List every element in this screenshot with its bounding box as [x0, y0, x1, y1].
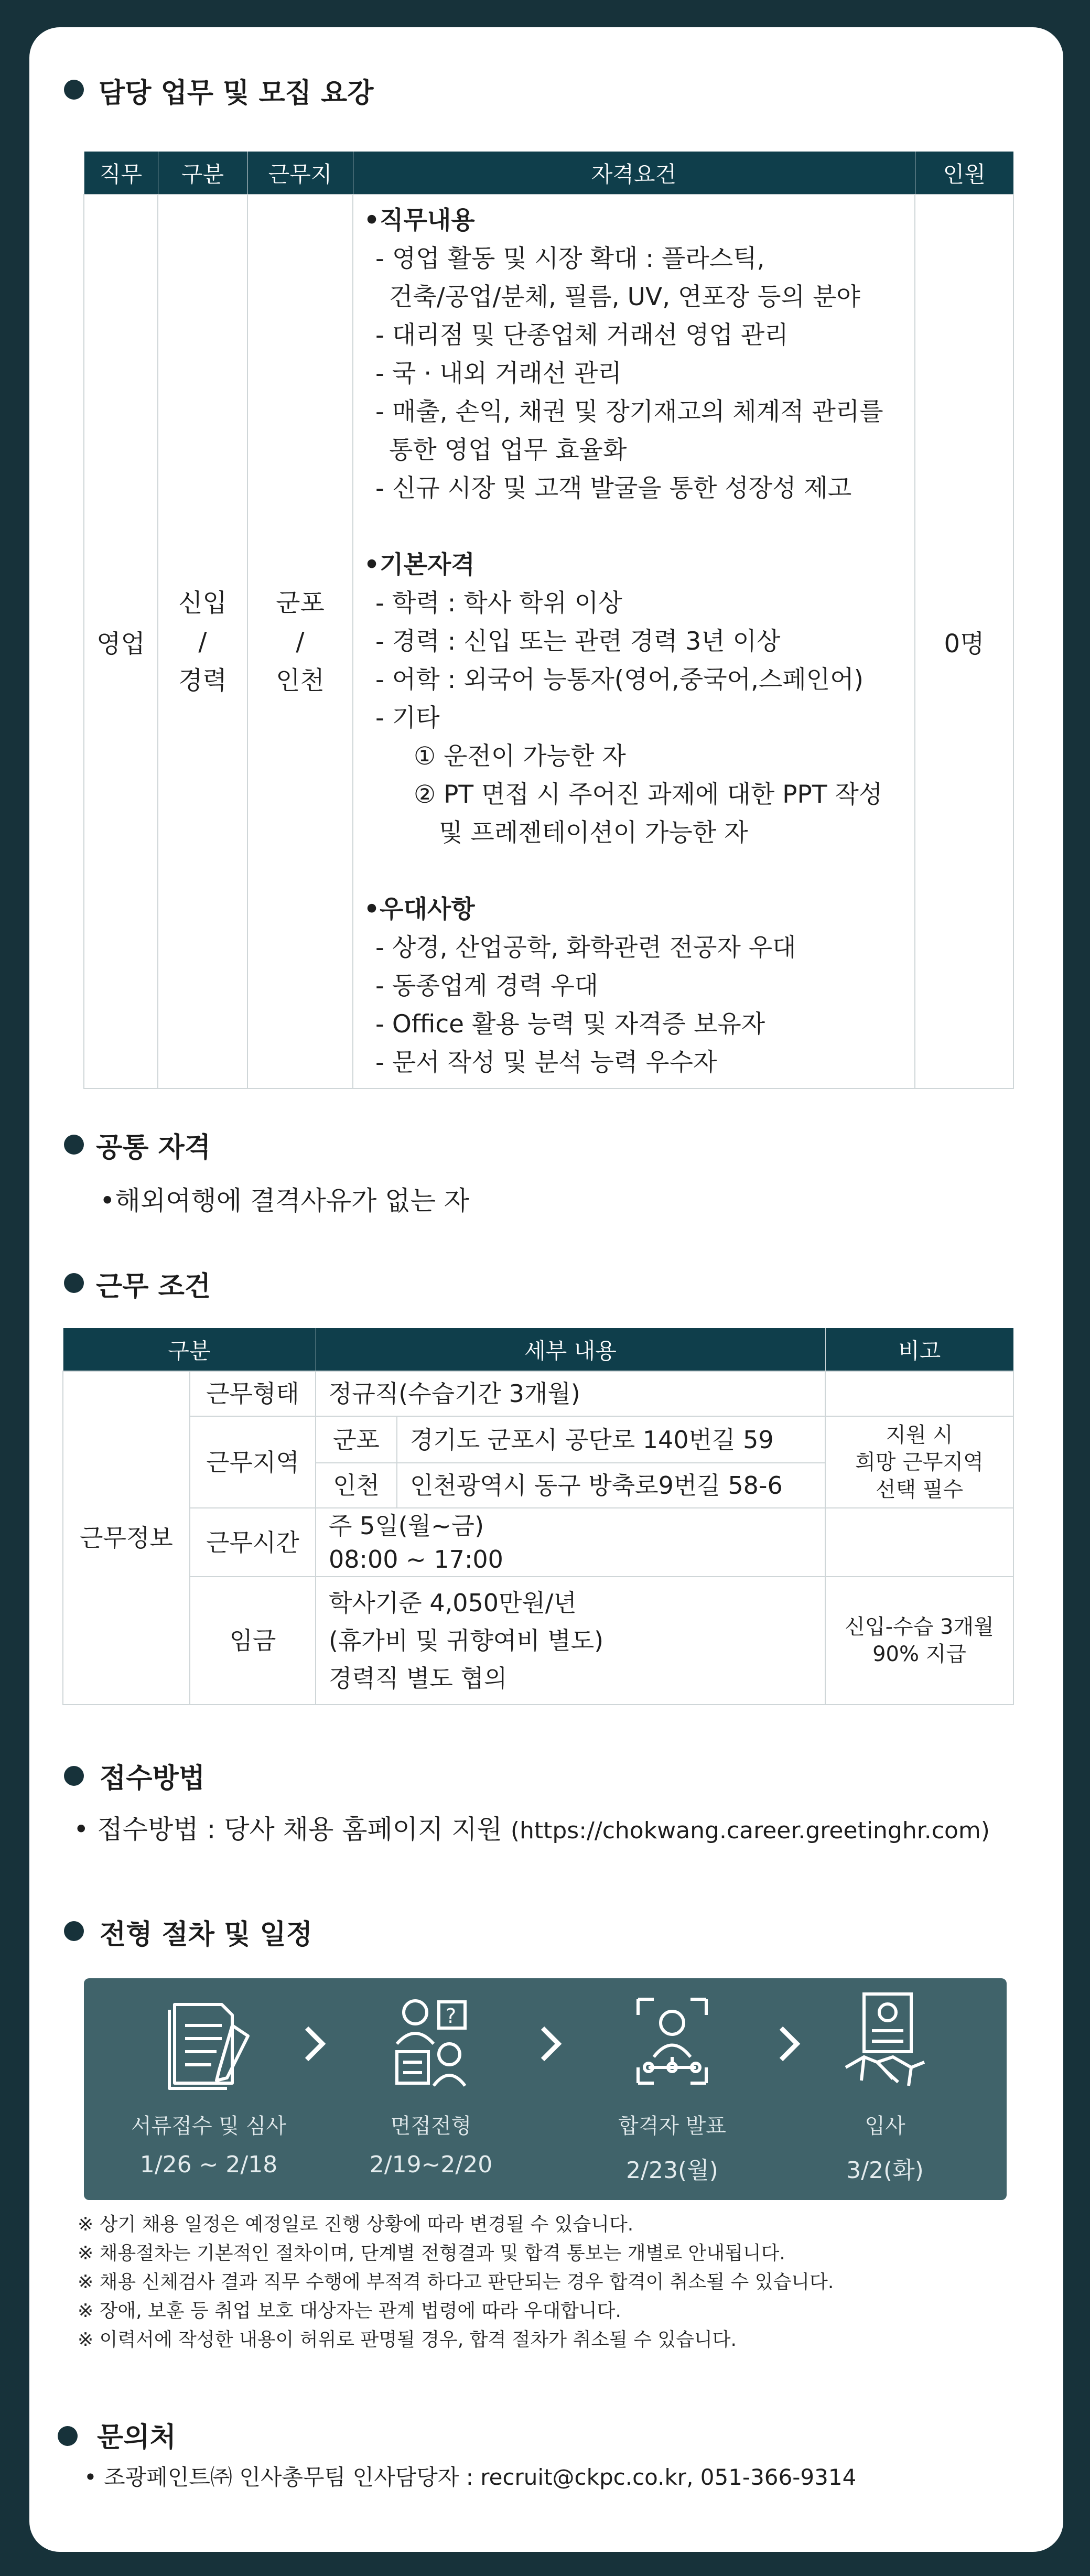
pref-item: - 문서 작성 및 분석 능력 우수자: [375, 1048, 717, 1077]
section-bullet: [64, 80, 84, 100]
cell-location: 군포 / 인천: [247, 195, 353, 1088]
conditions-table: [62, 1328, 1014, 1705]
header-headcount: 인원: [915, 152, 1013, 195]
svg-text:?: ?: [446, 2004, 457, 2028]
hours-value: 주 5일(월~금) 08:00 ~ 17:00: [316, 1508, 825, 1577]
pay-value: 학사기준 4,050만원/년 (휴가비 및 귀향여비 별도) 경력직 별도 협의: [316, 1577, 825, 1705]
section-title-apply: 접수방법: [100, 1763, 205, 1794]
header-note: 비고: [825, 1328, 1013, 1371]
pay-note: 신입-수습 3개월 90% 지급: [825, 1577, 1013, 1705]
duties-heading: •직무내용: [364, 206, 475, 235]
section-title-contact: 문의처: [97, 2422, 176, 2453]
basic-item: - 학력 : 학사 학위 이상: [375, 589, 622, 618]
recruitment-table: [83, 152, 1014, 1089]
interview-icon: [386, 1989, 476, 2094]
basic-subitem: ② PT 면접 시 주어진 과제에 대한 PPT 작성: [414, 780, 883, 809]
chevron-right-icon: [773, 2020, 805, 2067]
step-date: 2/19~2/20: [369, 2151, 493, 2178]
group-label: 근무정보: [63, 1371, 190, 1705]
step-date: 1/26 ~ 2/18: [139, 2151, 278, 2178]
person-network-icon: [628, 1989, 717, 2094]
section-title-common: 공통 자격: [96, 1132, 211, 1163]
location-note: 지원 시 희망 근무지역 선택 필수: [825, 1416, 1013, 1508]
section-bullet: [64, 1273, 84, 1293]
pref-item: - 상경, 산업공학, 화학관련 전공자 우대: [375, 933, 796, 962]
section-bullet: [64, 1766, 84, 1786]
duty-item: - 매출, 손익, 채권 및 장기재고의 체계적 관리를: [375, 397, 883, 426]
pref-heading: •우대사항: [364, 895, 475, 924]
document-icon: [164, 1989, 253, 2094]
section-title-process: 전형 절차 및 일정: [100, 1919, 312, 1950]
step-label: 면접전형: [390, 2114, 472, 2138]
duty-item: 통한 영업 업무 효율화: [389, 436, 627, 465]
cell-job: 영업: [84, 195, 158, 1088]
step-label: 합격자 발표: [618, 2114, 726, 2138]
note-item: ※ 채용절차는 기본적인 절차이며, 단계별 전형결과 및 합격 통보는 개별로 안내됩니다.: [78, 2243, 785, 2264]
employment-label: 근무형태: [190, 1371, 316, 1416]
basic-item: - 어학 : 외국어 능통자(영어,중국어,스페인어): [375, 665, 864, 694]
section-bullet: [58, 2426, 78, 2446]
header-category: 구분: [63, 1328, 316, 1371]
pay-label: 임금: [190, 1577, 316, 1705]
duty-item: - 대리점 및 단종업체 거래선 영업 관리: [375, 321, 789, 350]
header-type: 구분: [158, 152, 247, 195]
note-item: ※ 채용 신체검사 결과 직무 수행에 부적격 하다고 판단되는 경우 합격이 취소될 수 있습니다.: [78, 2271, 834, 2293]
pref-item: - 동종업계 경력 우대: [375, 972, 598, 1000]
incheon-label: 인천: [316, 1463, 397, 1508]
incheon-address: 인천광역시 동구 방축로9번길 58-6: [397, 1463, 825, 1508]
gunpo-address: 경기도 군포시 공단로 140번길 59: [397, 1416, 825, 1463]
duty-item: - 신규 시장 및 고객 발굴을 통한 성장성 제고: [375, 474, 852, 503]
chevron-right-icon: [299, 2020, 330, 2067]
contact-text: • 조광페인트㈜ 인사총무팀 인사담당자 : recruit@ckpc.co.kr, 051-366-9314: [84, 2464, 857, 2490]
section-bullet: [64, 1135, 84, 1155]
duty-item: 건축/공업/분체, 필름, UV, 연포장 등의 분야: [389, 283, 860, 311]
step-date: 3/2(화): [846, 2157, 924, 2184]
notes-list: [78, 2210, 834, 2354]
step-label: 입사: [865, 2114, 905, 2138]
employment-note: [825, 1371, 1013, 1416]
header-requirements: 자격요건: [353, 152, 915, 195]
step-date: 2/23(월): [626, 2157, 718, 2184]
basic-heading: •기본자격: [364, 551, 475, 579]
location-label: 근무지역: [190, 1416, 316, 1508]
header-location: 근무지: [247, 152, 353, 195]
apply-text: • 접수방법 : 당사 채용 홈페이지 지원 (https://chokwang.career.greetinghr.com): [73, 1814, 990, 1845]
duty-item: - 국 · 내외 거래선 관리: [375, 359, 622, 388]
duty-item: - 영업 활동 및 시장 확대 : 플라스틱,: [375, 244, 765, 273]
gunpo-label: 군포: [316, 1416, 397, 1463]
apply-url-link[interactable]: (https://chokwang.career.greetinghr.com): [510, 1817, 990, 1844]
cell-type: 신입 / 경력: [158, 195, 247, 1088]
header-details: 세부 내용: [316, 1328, 825, 1371]
basic-subitem: ① 운전이 가능한 자: [414, 742, 626, 771]
basic-subitem: 및 프레젠테이션이 가능한 자: [439, 818, 748, 847]
pref-item: - Office 활용 능력 및 자격증 보유자: [375, 1010, 765, 1039]
note-item: ※ 이력서에 작성한 내용이 허위로 판명될 경우, 합격 절차가 취소될 수 있습니다.: [78, 2329, 737, 2351]
note-item: ※ 상기 채용 일정은 예정일로 진행 상황에 따라 변경될 수 있습니다.: [78, 2214, 634, 2235]
basic-item: - 경력 : 신입 또는 관련 경력 3년 이상: [375, 627, 781, 656]
hours-label: 근무시간: [190, 1508, 316, 1577]
step-label: 서류접수 및 심사: [131, 2114, 286, 2138]
common-requirement: •해외여행에 결격사유가 없는 자: [100, 1185, 470, 1216]
hours-note: [825, 1508, 1013, 1577]
cell-headcount: 0명: [915, 195, 1013, 1088]
section-title-conditions: 근무 조건: [96, 1271, 211, 1302]
section-title-duties: 담당 업무 및 모집 요강: [99, 78, 374, 109]
process-step-1: [125, 1978, 293, 2200]
process-step-3: [588, 1978, 756, 2200]
chevron-right-icon: [535, 2020, 566, 2067]
note-item: ※ 장애, 보훈 등 취업 보호 대상자는 관계 법령에 따라 우대합니다.: [78, 2300, 621, 2322]
process-step-4: [801, 1978, 969, 2200]
basic-item: - 기타: [375, 704, 440, 732]
header-job: 직무: [84, 152, 158, 195]
process-step-2: [347, 1978, 515, 2200]
process-panel: [84, 1978, 1007, 2200]
section-bullet: [64, 1921, 84, 1941]
cell-requirements: [353, 195, 915, 1088]
employment-value: 정규직(수습기간 3개월): [316, 1371, 825, 1416]
handshake-contract-icon: [840, 1989, 930, 2094]
